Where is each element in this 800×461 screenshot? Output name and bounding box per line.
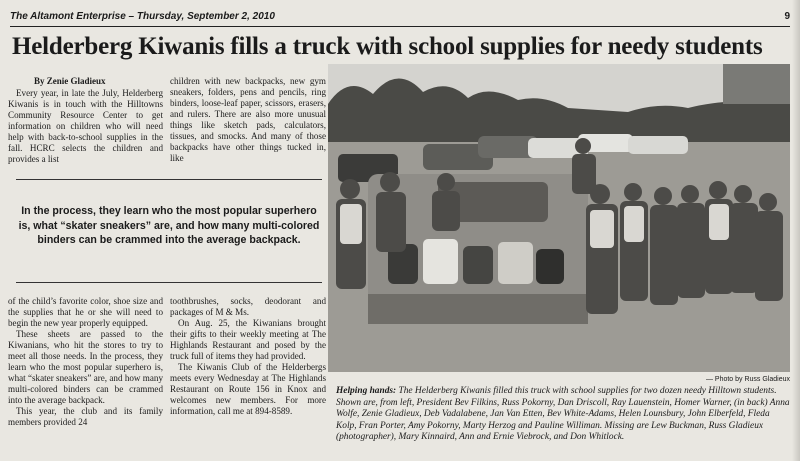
photo-credit: — Photo by Russ Gladieux [705,376,790,383]
photo-illustration [328,64,790,372]
article-column-1 [8,88,163,172]
masthead-title: The Altamont Enterprise – Thursday, September 2, 2010 [10,10,275,22]
page-edge-shadow [792,0,800,461]
pull-quote: In the process, they learn who the most popular superhero is, what “skater sneakers” are, and how many multi-colored binders can be crammed into the average backpack. [16,179,322,283]
group-photo [328,64,790,372]
byline: By Zenie Gladieux [34,76,106,86]
masthead [10,8,790,24]
masthead-rule [10,26,790,27]
column-3-paragraph-1: of the child’s favorite color, shoe size and the supplies that he or she will need to begin the new year properly equipped. [8,296,163,328]
caption-text: The Helderberg Kiwanis filled this truck with school supplies for two dozen needy Hilltown students. Shown are, from left, President Bev Filkins, Russ Pokorny, Dan Driscoll, Ray Lauenstein, Homer Warner, (in back) Anna Wolfe, Zenie Gladieux, Deb Vadalabene, Jan Van Etten, Bev White-Adams, Helen Lounsbury, John Elberfeld, Fleda Kolp, Fran Porter, Amy Pokorny, Marty Herzog and Pauline Williman. Missing are Lew Buckman, Russ Gladieux (photographer), Mary Kinnaird, Ann and Ernie Viebrock, and Don Whitlock. [336,386,790,443]
article-column-4 [170,296,326,416]
article-column-2 [170,76,326,174]
column-4-paragraph-2: On Aug. 25, the Kiwanians brought their gifts to their weekly meeting at The Highlands Restaurant and posed by the truck full of items they had provided. [170,318,326,361]
article-headline: Helderberg Kiwanis fills a truck with school supplies for needy students [12,33,763,60]
page-number: 9 [784,10,790,22]
column-3-paragraph-2: These sheets are passed to the Kiwanians, who hit the stores to try to meet all those needs. In the process, they learn who the most popular superhero is, what “skater sneakers” are, and how many multi-colored binders can be crammed into the average backpack. [8,329,163,405]
column-4-paragraph-3: The Kiwanis Club of the Helderbergs meets every Wednesday at The Highlands Restaurant on Route 156 in Knox and welcomes new members. For more information, call me at 894-8589. [170,362,326,416]
column-2-text: children with new backpacks, new gym sneakers, folders, pens and pencils, ring binders, loose-leaf paper, scissors, erasers, and rulers. There are also more unusual things like sketch pads, calculators, tissues, and smocks. And many of those backpacks have other things tucked in, like [170,76,326,163]
photo-caption [336,386,790,444]
caption-lead: Helping hands: [336,386,397,396]
column-1-text: Every year, in late the July, Helderberg Kiwanis is in touch with the Hilltowns Community Resource Center to get information on children who will need help with back-to-school supplies in the fall. HCRC selects the children and provides a list [8,88,163,164]
column-4-paragraph-1: toothbrushes, socks, deodorant and packages of M & Ms. [170,296,326,317]
column-3-paragraph-3: This year, the club and its family members provided 24 [8,406,163,427]
article-column-3 [8,296,163,458]
